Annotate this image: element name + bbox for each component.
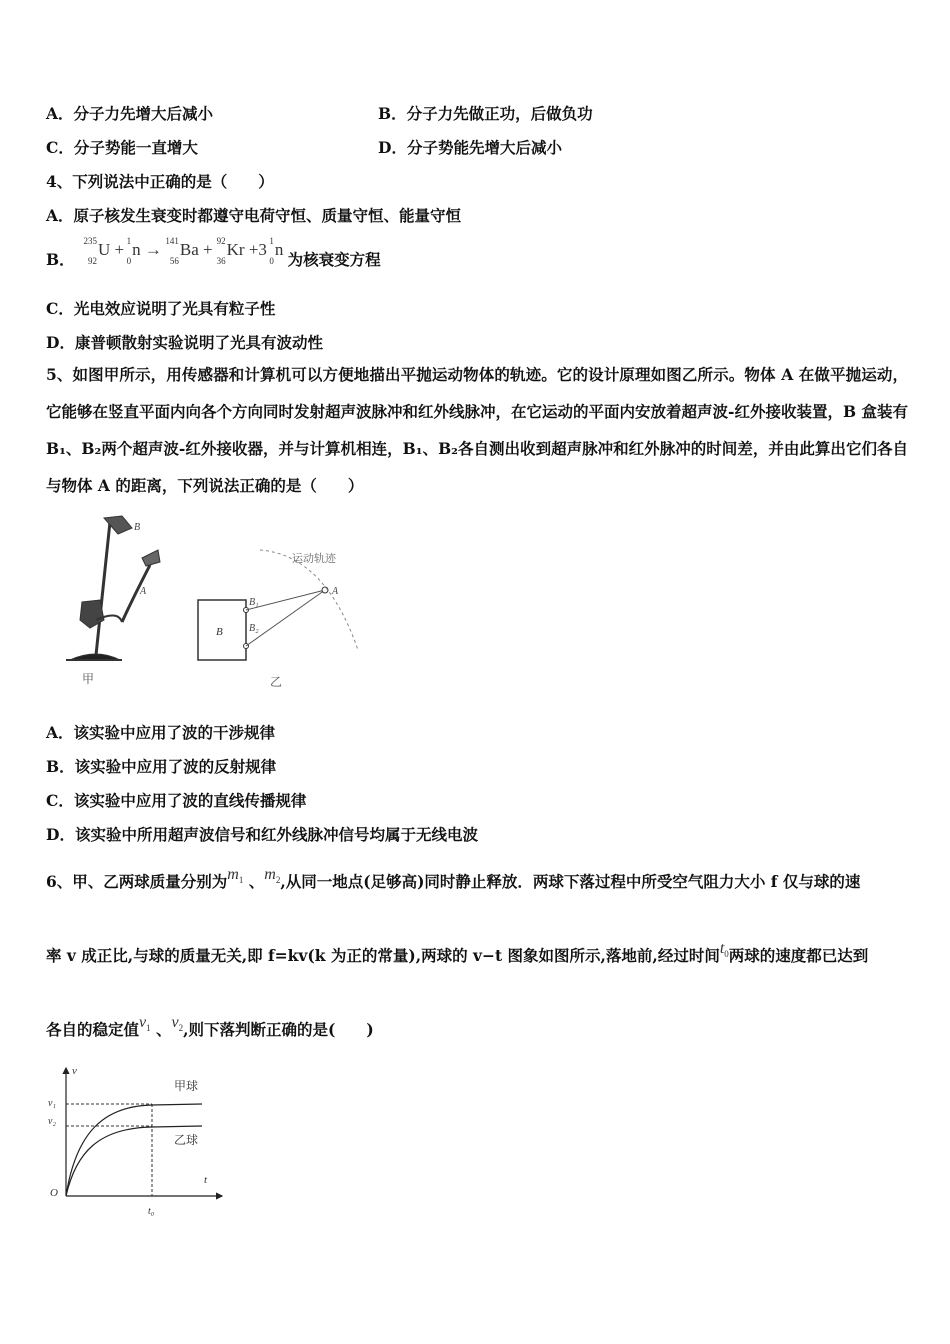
q4-option-b <box>46 236 381 269</box>
label-yi-ball: 乙球 <box>174 1133 199 1147</box>
svg-text:O: O <box>50 1187 58 1199</box>
svg-text:A: A <box>332 586 339 597</box>
q4-stem: 4、下列说法中正确的是（ ） <box>46 172 274 191</box>
q4-option-c: C．光电效应说明了光具有粒子性 <box>46 299 276 318</box>
q3-option-d: D．分子势能先增大后减小 <box>378 138 562 157</box>
q4-option-b-label: B． <box>46 250 75 269</box>
nuclear-equation: 235 92 U + 1 0 n → 141 56 Ba + 92 36 Kr +3 1 0 n <box>83 236 284 267</box>
q5-option-a: A．该实验中应用了波的干涉规律 <box>46 723 276 742</box>
q3-option-a: A．分子力先增大后减小 <box>46 104 214 123</box>
svg-text:B₂: B₂ <box>249 623 259 634</box>
q5-figure <box>60 510 380 695</box>
q6-line-3: 各自的稳定值$v_1$ 、$v_2$,则下落判断正确的是( ) <box>46 1014 374 1039</box>
label-jia: 甲 <box>82 672 95 686</box>
svg-text:v₂: v₂ <box>48 1116 56 1127</box>
svg-text:B: B <box>134 522 141 533</box>
q3-option-b: B．分子力先做正功，后做负功 <box>378 104 593 123</box>
q3-option-c: C．分子势能一直增大 <box>46 138 198 157</box>
svg-text:t₀: t₀ <box>148 1206 155 1217</box>
diagram-yi <box>198 550 358 660</box>
apparatus-jia <box>66 516 160 660</box>
q4-option-a: A．原子核发生衰变时都遵守电荷守恒、质量守恒、能量守恒 <box>46 206 462 225</box>
q4-option-b-suffix: 为核衰变方程 <box>287 250 381 269</box>
q5-stem: 5、如图甲所示，用传感器和计算机可以方便地描出平抛运动物体的轨迹。它的设计原理如图乙所示。物体 A 在做平抛运动，它能够在竖直平面内向各个方向同时发射超声波脉冲和红外线脉冲，在它运动的平面内安放着超声波-红外接收装置，B 盒装有 B₁、B₂两个超声波-红外接收器，并与计算机相连，B₁、B₂各自测出收到超声脉冲和红外脉冲的时间差，并由此算出它们各自与物体 A 的距离，下列说法正确的是（ ） <box>46 365 908 495</box>
q5-option-b: B．该实验中应用了波的反射规律 <box>46 757 277 776</box>
q6-line-2: 率 v 成正比,与球的质量无关,即 f=kv(k 为正的常量),两球的 v−t 图象如图所示,落地前,经过时间$t_0$两球的速度都已达到 <box>46 940 869 965</box>
q5-option-d: D．该实验中所用超声波信号和红外线脉冲信号均属于无线电波 <box>46 825 478 844</box>
vt-graph <box>44 1062 229 1222</box>
curve-jia <box>66 1104 202 1196</box>
q6-line-1: 6、甲、乙两球质量分别为$m_1$ 、$m_2$,从同一地点(足够高)同时静止释放．两球下落过程中所受空气阻力大小 f 仅与球的速 <box>46 866 861 891</box>
svg-text:B₁: B₁ <box>249 597 259 608</box>
track-label: 运动轨迹 <box>292 552 336 565</box>
svg-text:v₁: v₁ <box>48 1098 56 1109</box>
q4-option-d: D．康普顿散射实验说明了光具有波动性 <box>46 333 323 352</box>
label-jia-ball: 甲球 <box>174 1079 199 1093</box>
svg-text:B: B <box>216 626 223 638</box>
svg-text:t: t <box>204 1174 208 1186</box>
q5-option-c: C．该实验中应用了波的直线传播规律 <box>46 791 307 810</box>
svg-text:v: v <box>72 1065 77 1077</box>
svg-text:A: A <box>140 586 147 597</box>
label-yi: 乙 <box>270 675 283 689</box>
